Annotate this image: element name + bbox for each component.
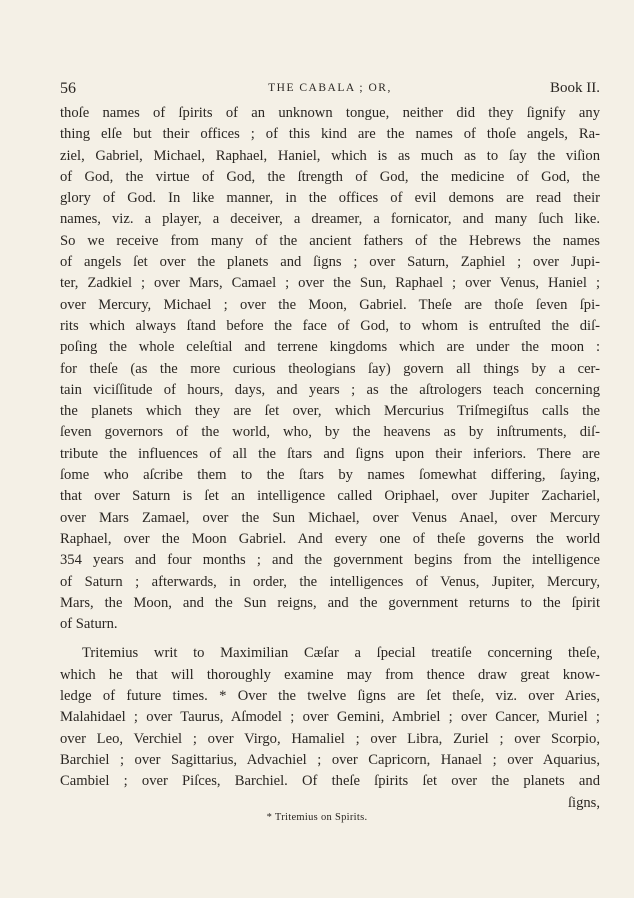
paragraph-1 — [60, 103, 600, 635]
text-line: of Saturn. — [60, 616, 118, 633]
text-line: ziel, Gabriel, Michael, Raphael, Haniel, which is as much as to ſay the viſion — [60, 147, 600, 164]
text-line: Malahidael ; over Taurus, Aſmodel ; over Gemini, Ambriel ; over Cancer, Muriel ; — [60, 709, 600, 726]
text-line: the planets which they are ſet over, which Mercurius Triſmegiſtus calls the — [60, 403, 600, 420]
text-line: So we receive from many of the ancient fathers of the Hebrews the names — [60, 232, 600, 249]
running-title: THE CABALA ; OR, — [268, 82, 392, 94]
text-line: tribute the influences of all the ſtars and ſigns upon their inferiors. There are — [60, 445, 600, 462]
text-line: which he that will thoroughly examine may from thence draw great know- — [60, 666, 600, 683]
running-header — [60, 80, 600, 102]
text-line: Tritemius writ to Maximilian Cæſar a ſpecial treatiſe concerning theſe, — [82, 645, 600, 662]
catchword: ſigns, — [567, 794, 600, 811]
text-line: that over Saturn is ſet an intelligence called Oriphael, over Jupiter Zachariel, — [60, 488, 600, 505]
paragraph-2 — [60, 643, 600, 792]
text-line: thing elſe but their offices ; of this kind are the names of thoſe angels, Ra- — [60, 126, 600, 143]
body-text — [60, 103, 600, 814]
text-line: rits which always ſtand before the face of God, to whom is entruſted the diſ- — [60, 317, 600, 334]
text-line: of angels ſet over the planets and ſigns ; over Saturn, Zaphiel ; over Jupi- — [60, 254, 600, 271]
text-line: thoſe names of ſpirits of an unknown tongue, neither did they ſignify any — [60, 105, 600, 121]
text-line: names, viz. a player, a deceiver, a dreamer, a fornicator, and many ſuch like. — [60, 211, 600, 228]
text-line: for theſe (as the more curious theologians ſay) govern all things by a cer- — [60, 360, 600, 377]
text-line: ter, Zadkiel ; over Mars, Camael ; over the Sun, Raphael ; over Venus, Haniel ; — [60, 275, 600, 292]
page-number: 56 — [60, 80, 76, 97]
text-line: Mars, the Moon, and the Sun reigns, and the government returns to the ſpirit — [60, 594, 600, 611]
text-line: Barchiel ; over Sagittarius, Advachiel ; over Capricorn, Hanael ; over Aquarius, — [60, 751, 600, 768]
text-line: of Saturn ; afterwards, in order, the intelligences of Venus, Jupiter, Mercury, — [60, 573, 600, 590]
footnote: * Tritemius on Spirits. — [266, 812, 368, 823]
text-line: over Mercury, Michael ; over the Moon, Gabriel. Theſe are thoſe ſeven ſpi- — [60, 296, 600, 313]
text-line: ſome who aſcribe them to the ſtars by names ſomewhat differing, ſaying, — [60, 467, 600, 484]
text-line: Cambiel ; over Piſces, Barchiel. Of theſe ſpirits ſet over the planets and — [60, 773, 600, 790]
text-line: poſing the whole celeſtial and terrene kingdoms which are under the moon : — [60, 339, 600, 356]
text-line: over Mars Zamael, over the Sun Michael, over Venus Anael, over Mercury — [60, 509, 600, 526]
book-label: Book II. — [550, 80, 600, 96]
text-line: tain viciſſitude of hours, days, and years ; as the aſtrologers teach concerning — [60, 381, 600, 398]
text-line: Raphael, over the Moon Gabriel. And every one of theſe governs the world — [60, 530, 600, 547]
text-line: ledge of future times. * Over the twelve ſigns are ſet theſe, viz. over Aries, — [60, 688, 600, 705]
text-line: 354 years and four months ; and the government begins from the intelligence — [60, 552, 600, 569]
text-line: over Leo, Verchiel ; over Virgo, Hamaliel ; over Libra, Zuriel ; over Scorpio, — [60, 730, 600, 747]
text-line: of God, the virtue of God, the ſtrength of God, the medicine of God, the — [60, 168, 600, 185]
text-line: glory of God. In like manner, in the offices of evil demons are read their — [60, 190, 600, 207]
text-line: ſeven governors of the world, who, by the heavens as by inſtruments, diſ- — [60, 424, 600, 441]
